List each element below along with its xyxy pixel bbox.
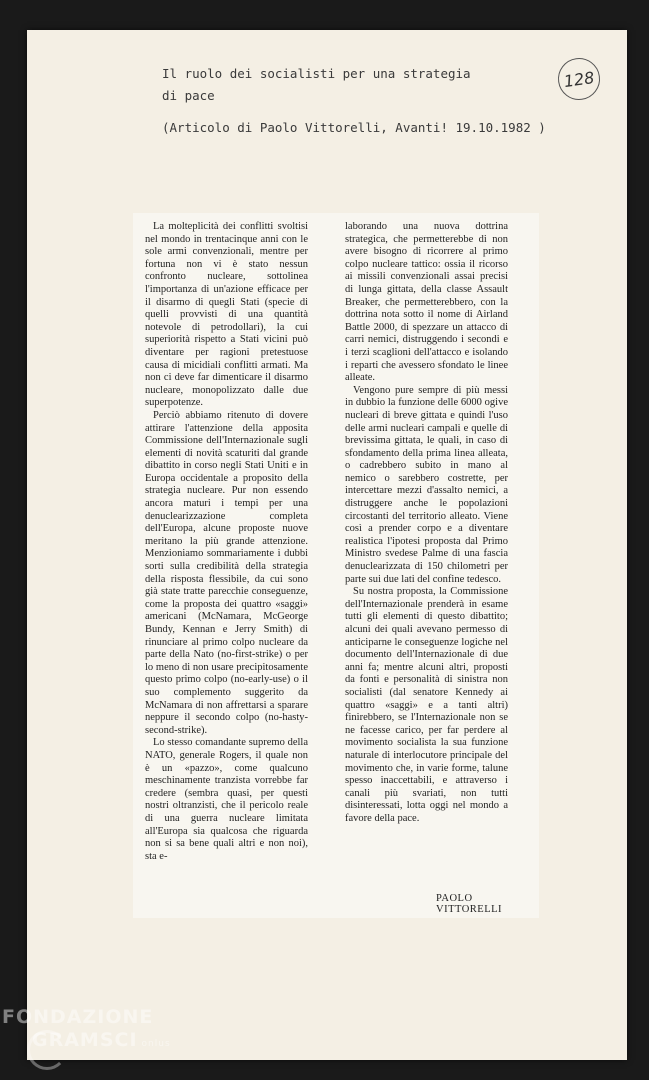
title-line-2: di pace xyxy=(162,88,215,103)
watermark-logo-icon xyxy=(27,1030,67,1070)
title-line-1: Il ruolo dei socialisti per una strategia xyxy=(162,66,471,81)
watermark-suffix: onlus xyxy=(141,1039,171,1049)
watermark-line-2: GRAMSCI xyxy=(32,1029,138,1051)
watermark-line-1: FONDAZIONE xyxy=(2,1006,154,1028)
paragraph: Lo stesso comandante supremo della NATO, generale Rogers, il quale non è un «pazzo», come qualcuno meschinamente tranzista vorrebbe far credere (sembra quasi, per questi nostri oltranzisti, che il pericolo reale di una guerra nucleare limitata all'Europa sia qualcosa che riguarda non si sa bene quali altri e non noi), sta e- xyxy=(145,737,308,862)
paragraph: Perciò abbiamo ritenuto di dovere attirare l'attenzione della apposita Commissione dell'Internazionale sugli elementi di novità scaturiti dal grande dibattito in corso negli Stati Uniti e in Europa occidentale a proposito della strategia nucleare. Pur non essendo ancora maturi i tempi per una denuclearizzazione completa dell'Europa, alcune proposte nuove meritano la più grande attenzione. Menzioniamo sommariamente i dubbi sorti sulla credibilità della strategia della risposta flessibile, da cui sono già state tratte parecchie conseguenze, come la proposta dei quattro «saggi» americani (McNamara, McGeorge Bundy, Kennan e Jerry Smith) di rinunciare al primo colpo nucleare da parte della Nato (no-first-strike) o per lo meno di non usare precipitosamente questo primo colpo (no-early-use) o il suo complemento suggerito da McNamara di non affrettarsi a sparare neppure il secondo colpo (no-hasty-second-strike). xyxy=(145,409,308,736)
article-signature: PAOLO VITTORELLI xyxy=(436,893,503,915)
paragraph: Vengono pure sempre di più messi in dubbio la funzione delle 6000 ogive nucleari di breve gittata e quindi l'uso delle armi nucleari campali e quelle di brevissima gittata, le quali, in caso di sfondamento della prima linea alleata, o cadrebbero subito in mano al nemico o sarebbero costrette, per intercettare mezzi d'assalto nemici, a distruggere anche le popolazioni circostanti del territorio alleato. Viene così a prender corpo e a diventare realistica l'ipotesi proposta dal Primo Ministro svedese Palme di una fascia denuclearizzata di 150 chilometri per parte sui due lati del confine tedesco. xyxy=(345,384,508,585)
paragraph: La molteplicità dei conflitti svoltisi nel mondo in trentacinque anni con le sole armi convenzionali, mentre per fortuna non vi è stato nessun confronto nucleare, sottolinea l'importanza di un'azione efficace per il disarmo di quegli Stati (specie di quelli provvisti di una quantità notevole di petrodollari), la cui superiorità rispetto a Stati vicini può diventare per ragioni pretestuose causa di micidiali conflitti armati. Ma non ci deve far dimenticare il disarmo nucleare, monopolizzato dalle due superpotenze. xyxy=(145,221,308,409)
paragraph: laborando una nuova dottrina strategica, che permetterebbe di non avere bisogno di ricorrere al primo colpo nucleare tattico: ossia il ricorso ai missili convenzionali assai precisi di lunga gittata, della classe Assault Breaker, che permetterebbero, con la dottrina nota sotto il nome di Airland Battle 2000, di spezzare un attacco di carri nemici, distruggendo i secondi e i terzi scaglioni dell'attacco e isolando i reparti che avessero sfondato le linee alleate. xyxy=(345,221,508,384)
paragraph: Su nostra proposta, la Commissione dell'Internazionale prenderà in esame tutti gli elementi di questo dibattito; alcuni dei quali avevano permesso di anticiparne le conseguenze logiche nel documento dell'Internazionale di due anni fa; mentre alcuni altri, proposti da fonti e personalità di sinistra non socialisti (dal senatore Kennedy ai quattro «saggi» e a tanti altri) finirebbero, se l'Internazionale non se ne facesse carico, per far perdere al movimento socialista la sua funzione naturale di interlocutore principale del movimento che, in varie forme, talune spesso inaccettabili, e attraverso i canali più svariati, non tutti disinteressati, lotta oggi nel mondo a favore della pace. xyxy=(345,586,508,824)
folio-number: 128 xyxy=(555,55,602,102)
document-page xyxy=(27,30,627,1060)
newspaper-clipping xyxy=(133,213,539,918)
article-column-left xyxy=(145,221,308,863)
article-column-right xyxy=(345,221,508,826)
article-byline: (Articolo di Paolo Vittorelli, Avanti! 19.10.1982 ) xyxy=(162,120,546,135)
